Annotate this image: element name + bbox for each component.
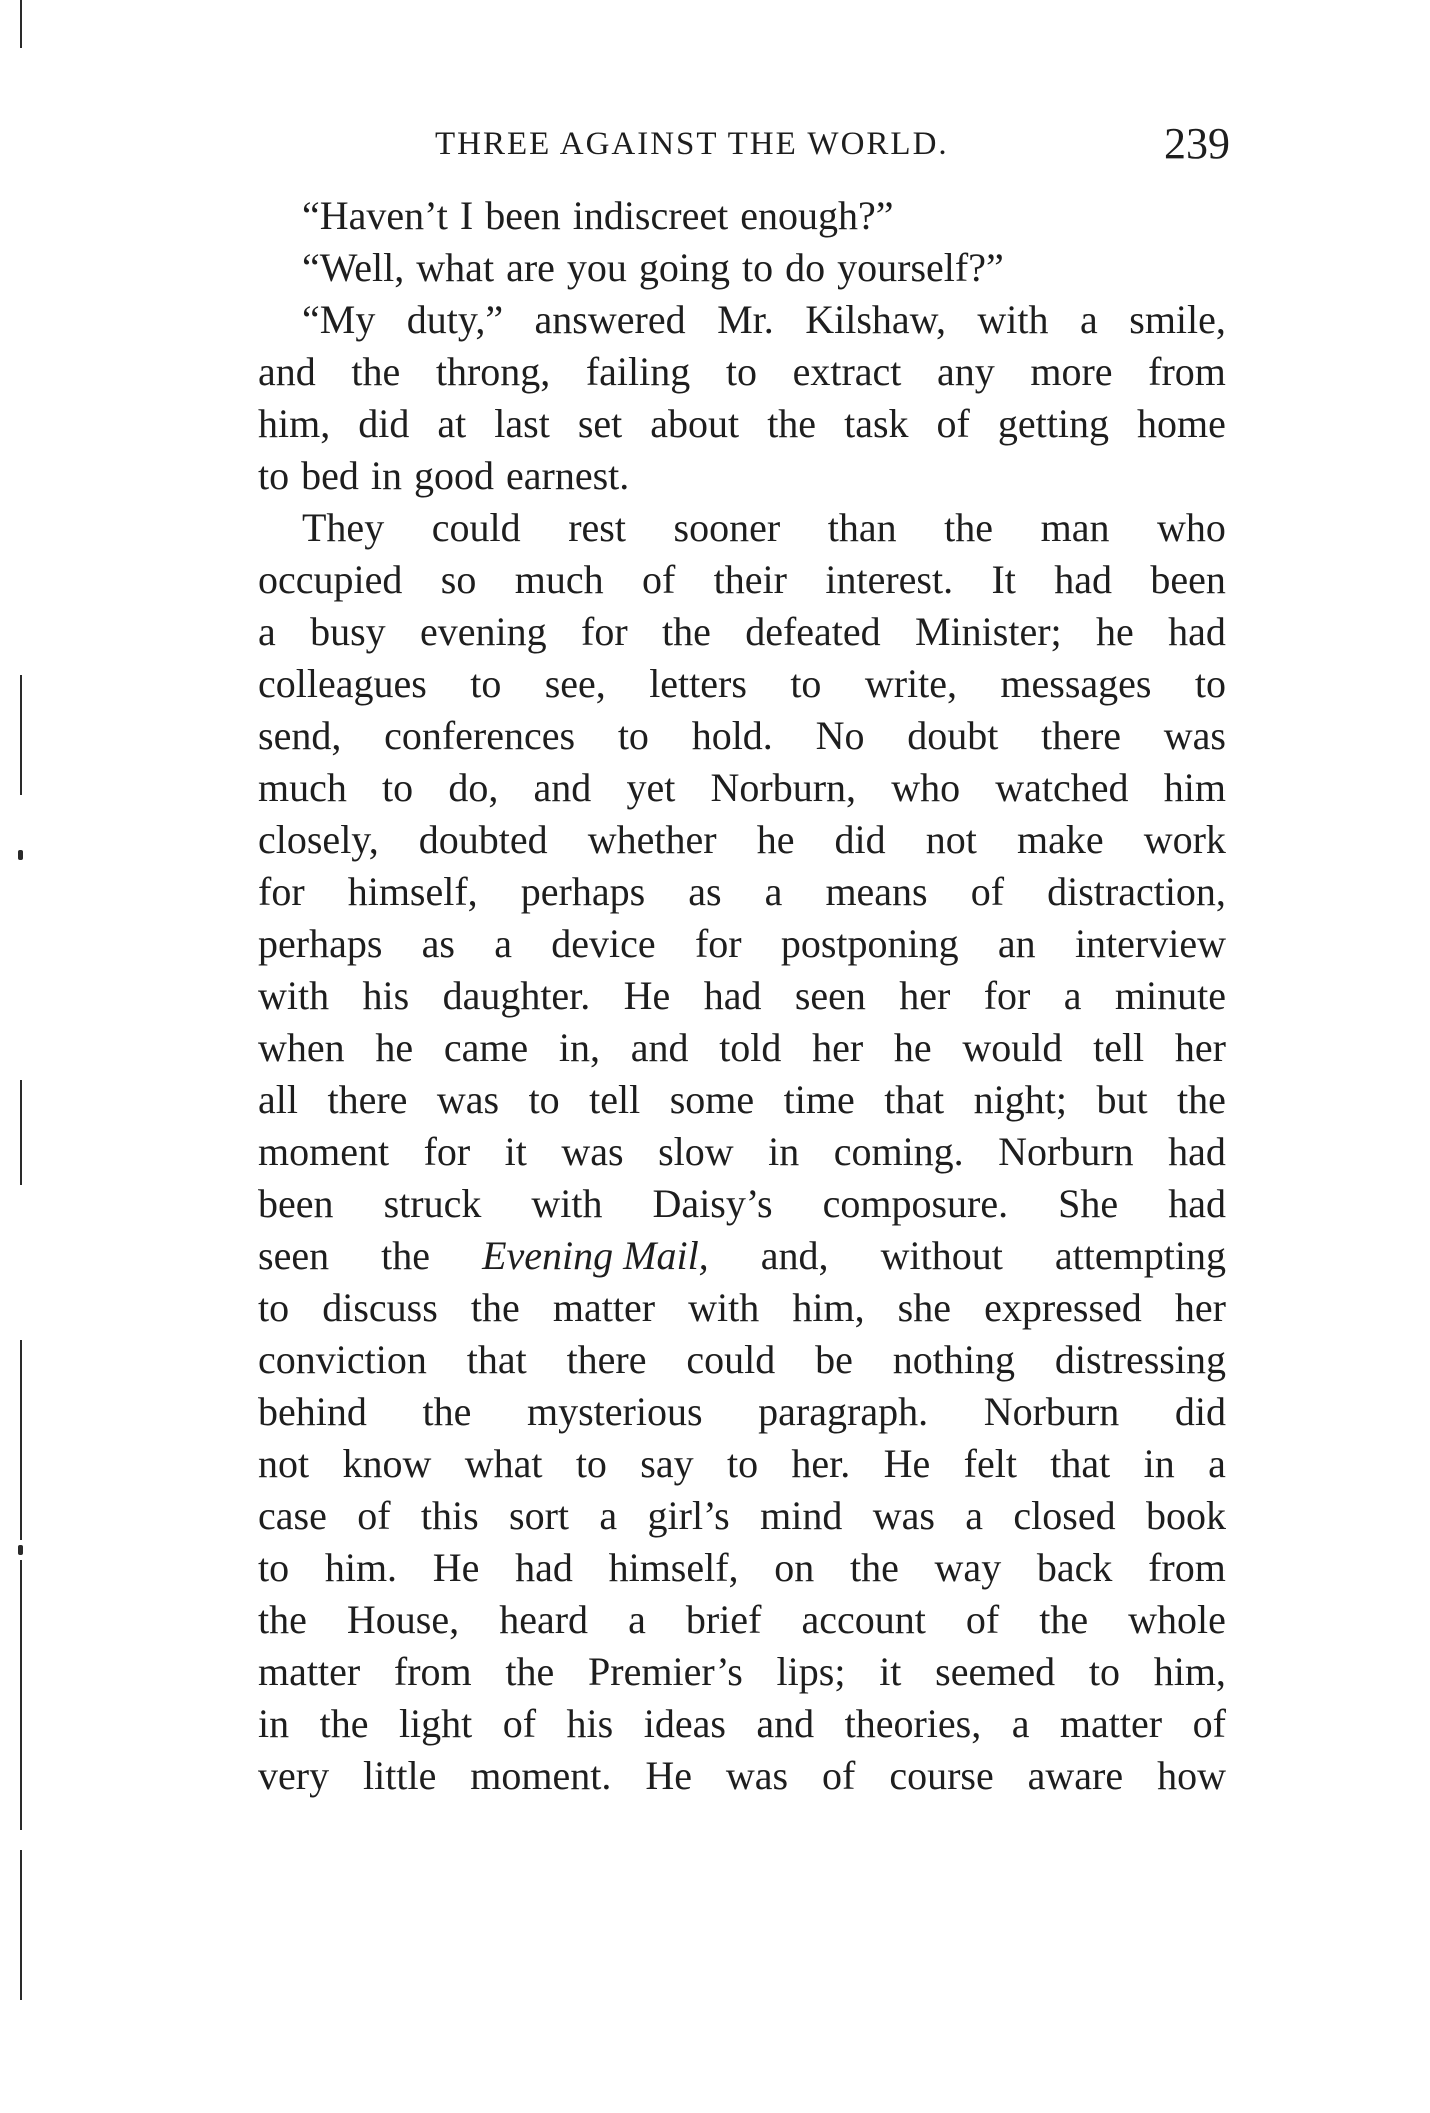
text-line: to discuss the matter with him, she expressed her xyxy=(258,1285,1226,1330)
text-line: him, did at last set about the task of getting home xyxy=(258,401,1226,446)
gutter-mark xyxy=(18,1545,23,1555)
text-line: moment for it was slow in coming. Norburn had xyxy=(258,1129,1226,1174)
gutter-mark xyxy=(20,0,22,48)
text-line: to him. He had himself, on the way back from xyxy=(258,1545,1226,1590)
gutter-mark xyxy=(20,1560,22,1830)
text-line: “Well, what are you going to do yourself?” xyxy=(302,245,1004,290)
text-line: with his daughter. He had seen her for a minute xyxy=(258,973,1226,1018)
text-line: all there was to tell some time that night; but the xyxy=(258,1077,1226,1122)
text-line: not know what to say to her. He felt that in a xyxy=(258,1441,1226,1486)
text-line: closely, doubted whether he did not make work xyxy=(258,817,1226,862)
body-text xyxy=(258,190,1226,1802)
gutter-mark xyxy=(20,1850,22,2000)
text-line: a busy evening for the defeated Minister; he had xyxy=(258,609,1226,654)
text-line: conviction that there could be nothing distressing xyxy=(258,1337,1226,1382)
text-line: much to do, and yet Norburn, who watched him xyxy=(258,765,1226,810)
page-header xyxy=(430,118,1230,178)
text-line: “Haven’t I been indiscreet enough?” xyxy=(302,193,894,238)
running-head: THREE AGAINST THE WORLD. xyxy=(435,126,949,162)
gutter-mark xyxy=(18,850,23,860)
text-line: case of this sort a girl’s mind was a closed book xyxy=(258,1493,1226,1538)
text-line: been struck with Daisy’s composure. She had xyxy=(258,1181,1226,1226)
page-number: 239 xyxy=(1164,119,1230,168)
text-line: and the throng, failing to extract any more from xyxy=(258,349,1226,394)
text-line: behind the mysterious paragraph. Norburn did xyxy=(258,1389,1226,1434)
text-line: to bed in good earnest. xyxy=(258,453,630,498)
text-line: seen the Evening Mail, and, without attempting xyxy=(258,1233,1226,1278)
gutter-mark xyxy=(20,1080,22,1185)
gutter-mark xyxy=(20,1340,22,1540)
text-line: the House, heard a brief account of the whole xyxy=(258,1597,1226,1642)
text-line: occupied so much of their interest. It had been xyxy=(258,557,1226,602)
text-line: “My duty,” answered Mr. Kilshaw, with a smile, xyxy=(302,297,1226,342)
text-line: They could rest sooner than the man who xyxy=(302,505,1226,550)
text-line: perhaps as a device for postponing an interview xyxy=(258,921,1226,966)
text-line: colleagues to see, letters to write, messages to xyxy=(258,661,1226,706)
text-line: in the light of his ideas and theories, a matter of xyxy=(258,1701,1226,1746)
text-line: when he came in, and told her he would tell her xyxy=(258,1025,1226,1070)
text-line: matter from the Premier’s lips; it seemed to him, xyxy=(258,1649,1226,1694)
text-line: very little moment. He was of course aware how xyxy=(258,1753,1226,1798)
gutter-mark xyxy=(20,675,22,795)
text-line: for himself, perhaps as a means of distraction, xyxy=(258,869,1226,914)
text-line: send, conferences to hold. No doubt there was xyxy=(258,713,1226,758)
